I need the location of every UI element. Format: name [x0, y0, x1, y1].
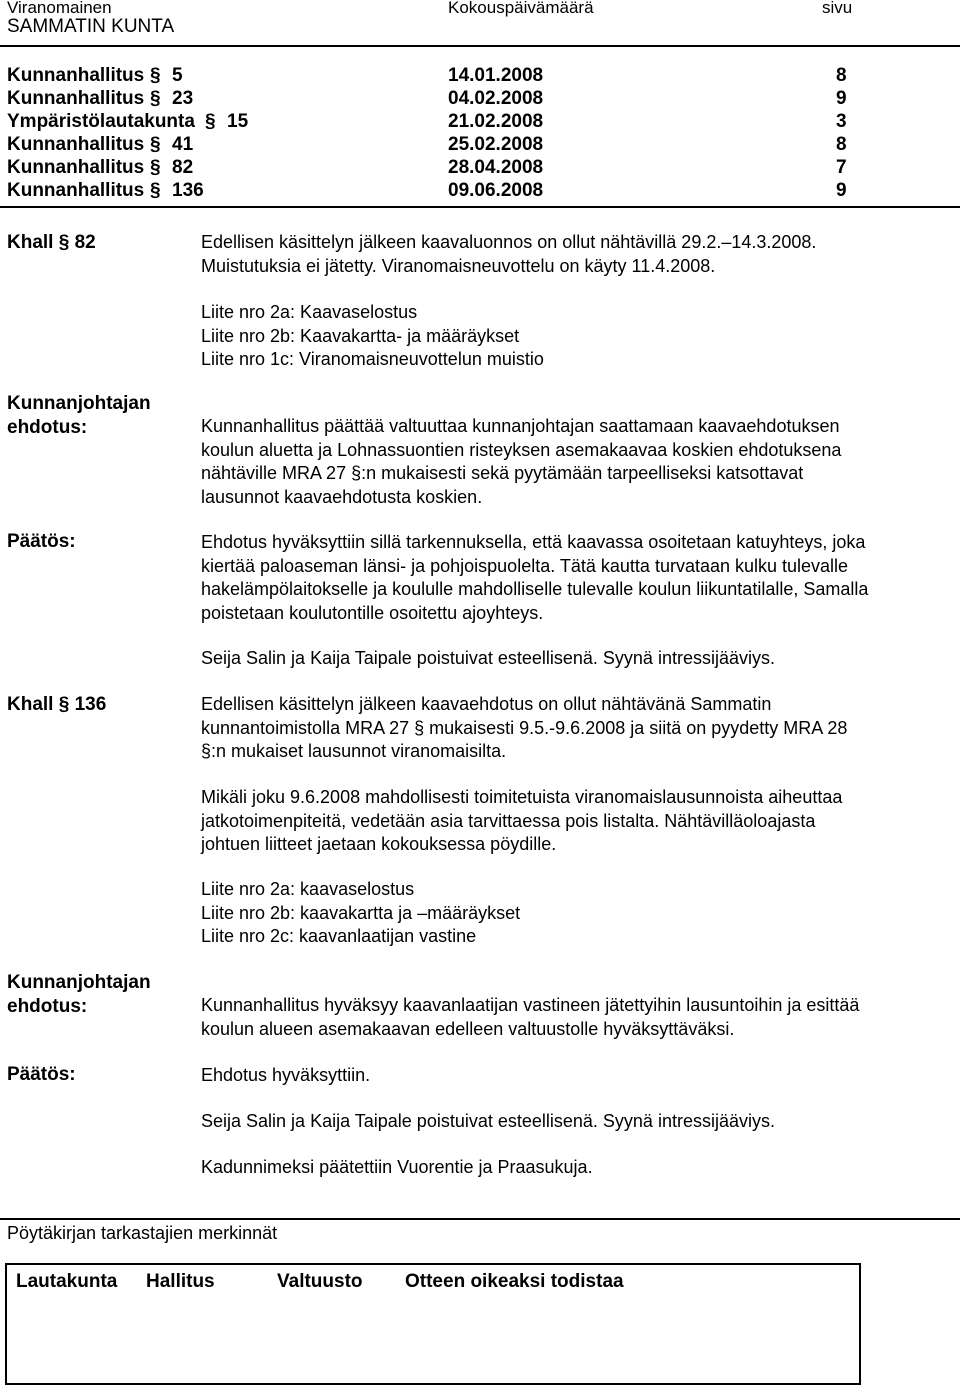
attachment-line: Liite nro 2c: kaavanlaatijan vastine — [201, 926, 477, 946]
text-line: Muistutuksia ei jätetty. Viranomaisneuvottelu on käyty 11.4.2008. — [201, 255, 716, 276]
attachment-line: Liite nro 2a: kaavaselostus — [201, 879, 415, 899]
text-line: Kunnanhallitus hyväksyy kaavanlaatijan vastineen jätettyihin lausuntoihin ja esittää — [201, 995, 860, 1015]
signature-column-government: Hallitus — [146, 1271, 215, 1292]
khall136-recusal — [201, 1110, 775, 1134]
history-page: 3 — [836, 111, 847, 132]
org-title: SAMMATIN KUNTA — [7, 16, 175, 37]
khall136-decision — [201, 1064, 370, 1088]
decision-label: Päätös: — [7, 1064, 76, 1085]
khall82-decision — [201, 531, 868, 625]
history-number: 82 — [172, 157, 194, 178]
history-page: 7 — [836, 157, 847, 178]
text-line: §:n mukaiset lausunnot viranomaisilta. — [201, 741, 507, 761]
text-line: jatkotoimenpiteitä, vedetään asia tarvittaessa pois listalta. Nähtävilläoloajasta — [201, 810, 816, 831]
khall82-recusal — [201, 647, 775, 671]
header-page-label: sivu — [822, 0, 853, 17]
text-line: johtuen liitteet jaetaan kokouksessa pöydille. — [201, 834, 557, 854]
history-number: 23 — [172, 88, 194, 109]
history-date: 09.06.2008 — [448, 180, 544, 201]
attachment-line: Liite nro 2a: Kaavaselostus — [201, 302, 418, 322]
paragraph-icon: § — [150, 65, 161, 86]
history-date: 21.02.2008 — [448, 111, 544, 132]
paragraph-icon: § — [150, 134, 161, 155]
label-line: ehdotus: — [7, 416, 88, 438]
history-page: 9 — [836, 88, 847, 109]
footer-divider — [0, 1218, 960, 1220]
proposal-label — [7, 392, 151, 439]
khall82-attachments — [201, 301, 544, 372]
khall136-attachments — [201, 878, 520, 949]
attachment-line: Liite nro 2b: Kaavakartta- ja määräykset — [201, 325, 520, 346]
history-page: 9 — [836, 180, 847, 201]
text-line: Edellisen käsittelyn jälkeen kaavaluonnos on ollut nähtävillä 29.2.–14.3.2008. — [201, 232, 817, 252]
text-line: Kadunnimeksi päätettiin Vuorentie ja Praasukuja. — [201, 1157, 593, 1177]
history-number: 5 — [172, 65, 183, 86]
text-line: Ehdotus hyväksyttiin sillä tarkennuksella, että kaavassa osoitetaan katuyhteys, joka — [201, 532, 866, 552]
label-line: Kunnanjohtajan — [7, 972, 151, 993]
history-number: 136 — [172, 180, 204, 201]
text-line: Ehdotus hyväksyttiin. — [201, 1065, 371, 1085]
text-line: lausunnot kaavaehdotusta koskien. — [201, 486, 483, 507]
history-body: Ympäristölautakunta — [7, 111, 195, 132]
text-line: poistetaan koulutontille osoitettu ajoyhteys. — [201, 602, 544, 623]
attachment-line: Liite nro 1c: Viranomaisneuvottelun muistio — [201, 349, 544, 369]
signature-column-board: Lautakunta — [16, 1271, 118, 1292]
signature-column-council: Valtuusto — [277, 1271, 363, 1292]
history-date: 14.01.2008 — [448, 65, 544, 86]
khall136-proposal — [201, 994, 859, 1041]
history-divider — [0, 206, 960, 208]
paragraph-icon: § — [150, 88, 161, 109]
history-body: Kunnanhallitus — [7, 134, 145, 155]
khall136-note — [201, 786, 842, 857]
history-body: Kunnanhallitus — [7, 157, 145, 178]
header-meeting-date-label: Kokouspäivämäärä — [448, 0, 594, 17]
text-line: kiertää paloaseman länsi- ja pohjoispuolelta. Tätä kautta turvataan kulku tulevalle — [201, 555, 849, 576]
history-number: 41 — [172, 134, 194, 155]
history-number: 15 — [227, 111, 249, 132]
signature-column-certified: Otteen oikeaksi todistaa — [405, 1271, 624, 1292]
text-line: Kunnanhallitus päättää valtuuttaa kunnanjohtajan saattamaan kaavaehdotuksen — [201, 416, 840, 436]
label-line: ehdotus: — [7, 995, 88, 1017]
history-date: 28.04.2008 — [448, 157, 544, 178]
label-line: Kunnanjohtajan — [7, 393, 151, 414]
text-line: Seija Salin ja Kaija Taipale poistuivat esteellisenä. Syynä intressijääviys. — [201, 648, 775, 668]
signature-table — [5, 1263, 861, 1385]
header-divider — [0, 45, 960, 47]
text-line: kunnantoimistolla MRA 27 § mukaisesti 9.5.-9.6.2008 ja siitä on pyydetty MRA 28 — [201, 717, 848, 738]
section-label-khall-136: Khall § 136 — [7, 694, 107, 715]
khall82-intro — [201, 231, 816, 278]
text-line: koulun alueen asemakaavan edelleen valtuustolle hyväksyttäväksi. — [201, 1018, 735, 1039]
history-body: Kunnanhallitus — [7, 180, 145, 201]
decision-label: Päätös: — [7, 531, 76, 552]
text-line: Mikäli joku 9.6.2008 mahdollisesti toimitetuista viranomaislausunnoista aiheuttaa — [201, 787, 843, 807]
history-page: 8 — [836, 65, 847, 86]
text-line: Edellisen käsittelyn jälkeen kaavaehdotus on ollut nähtävänä Sammatin — [201, 694, 772, 714]
paragraph-icon: § — [150, 180, 161, 201]
history-page: 8 — [836, 134, 847, 155]
paragraph-icon: § — [150, 157, 161, 178]
text-line: Seija Salin ja Kaija Taipale poistuivat esteellisenä. Syynä intressijääviys. — [201, 1111, 775, 1131]
history-body: Kunnanhallitus — [7, 65, 145, 86]
history-date: 25.02.2008 — [448, 134, 544, 155]
proposal-label — [7, 971, 151, 1018]
paragraph-icon: § — [205, 111, 216, 132]
khall136-street-names — [201, 1156, 593, 1180]
header-authority-label: Viranomainen — [7, 0, 112, 17]
attachment-line: Liite nro 2b: kaavakartta ja –määräykset — [201, 902, 521, 923]
footer-caption: Pöytäkirjan tarkastajien merkinnät — [7, 1223, 278, 1243]
section-label-khall-82: Khall § 82 — [7, 232, 96, 253]
khall82-proposal — [201, 415, 841, 509]
khall136-intro — [201, 693, 847, 764]
history-body: Kunnanhallitus — [7, 88, 145, 109]
text-line: nähtäville MRA 27 §:n mukaisesti sekä pyytämään tarpeelliseksi katsottavat — [201, 463, 804, 483]
history-date: 04.02.2008 — [448, 88, 544, 109]
text-line: hakelämpölaitokselle ja koululle mahdolliselle tulevalle koulun liikuntatilalle, Samalla — [201, 579, 869, 599]
text-line: koulun aluetta ja Lohnassuontien risteyksen asemakaavaa koskien ehdotuksena — [201, 439, 842, 460]
